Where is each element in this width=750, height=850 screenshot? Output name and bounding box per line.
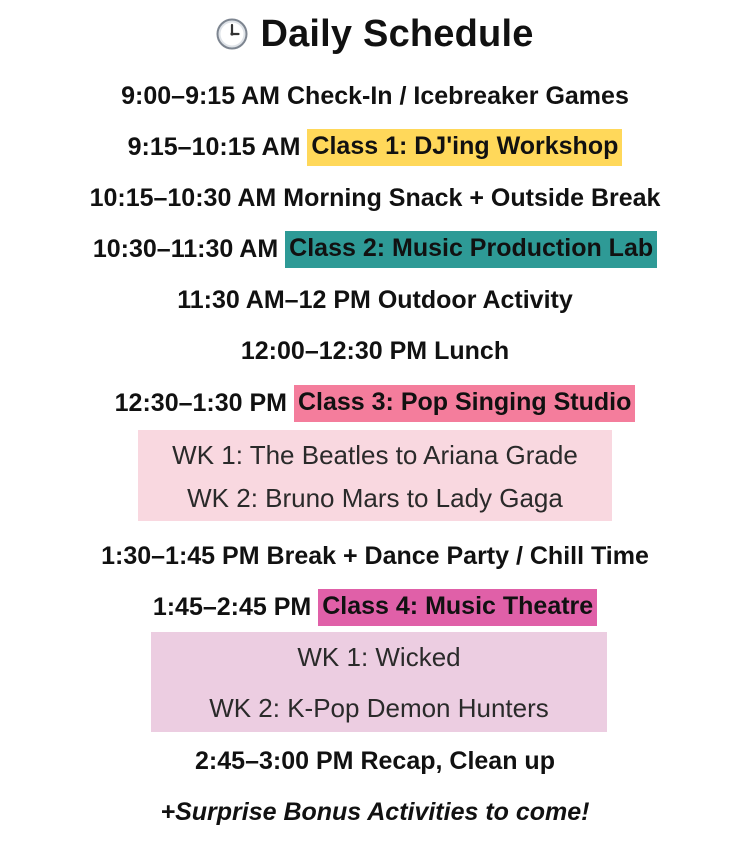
bonus-note: +Surprise Bonus Activities to come!	[160, 797, 590, 826]
row-time: 11:30 AM–12 PM	[177, 285, 371, 314]
schedule-row-break	[0, 534, 750, 578]
row-time: 12:00–12:30 PM	[240, 336, 428, 365]
row-activity: Break + Dance Party / Chill Time	[266, 541, 649, 570]
row-time: 1:30–1:45 PM	[101, 541, 260, 570]
class-2-highlight: Class 2: Music Production Lab	[285, 231, 657, 268]
schedule-row-outdoor	[0, 278, 750, 322]
week-2-item: WK 2: Bruno Mars to Lady Gaga	[187, 483, 563, 513]
schedule-row-class-3	[0, 381, 750, 425]
row-activity: Check-In / Icebreaker Games	[287, 81, 629, 110]
schedule-row-snack	[0, 176, 750, 220]
schedule-row-class-4	[0, 585, 750, 629]
row-time: 10:30–11:30 AM	[92, 234, 279, 263]
class-3-weeks-box	[138, 430, 612, 521]
row-time: 2:45–3:00 PM	[195, 746, 354, 775]
schedule-row-class-1	[0, 125, 750, 169]
week-1-item: WK 1: The Beatles to Ariana Grade	[172, 440, 578, 470]
row-activity: Recap, Clean up	[360, 746, 555, 775]
row-time: 10:15–10:30 AM	[89, 183, 277, 212]
page-title	[0, 8, 750, 60]
row-time: 12:30–1:30 PM	[114, 388, 287, 417]
clock-icon	[216, 18, 248, 50]
week-1-item: WK 1: Wicked	[297, 642, 461, 672]
row-time: 9:00–9:15 AM	[121, 81, 280, 110]
row-time: 1:45–2:45 PM	[152, 592, 312, 621]
week-2-item: WK 2: K-Pop Demon Hunters	[209, 693, 549, 723]
class-1-highlight: Class 1: DJ'ing Workshop	[307, 129, 622, 166]
schedule-row-checkin	[0, 74, 750, 118]
schedule-row-class-2	[0, 227, 750, 271]
class-4-highlight: Class 4: Music Theatre	[318, 589, 597, 626]
row-time: 9:15–10:15 AM	[127, 132, 301, 161]
title-text: Daily Schedule	[260, 12, 534, 55]
class-3-highlight: Class 3: Pop Singing Studio	[294, 385, 635, 422]
schedule-row-lunch	[0, 329, 750, 373]
row-activity: Morning Snack + Outside Break	[283, 183, 661, 212]
row-activity: Outdoor Activity	[377, 285, 573, 314]
class-4-weeks-box	[151, 632, 607, 732]
row-activity: Lunch	[434, 336, 510, 365]
schedule-row-recap	[0, 739, 750, 783]
